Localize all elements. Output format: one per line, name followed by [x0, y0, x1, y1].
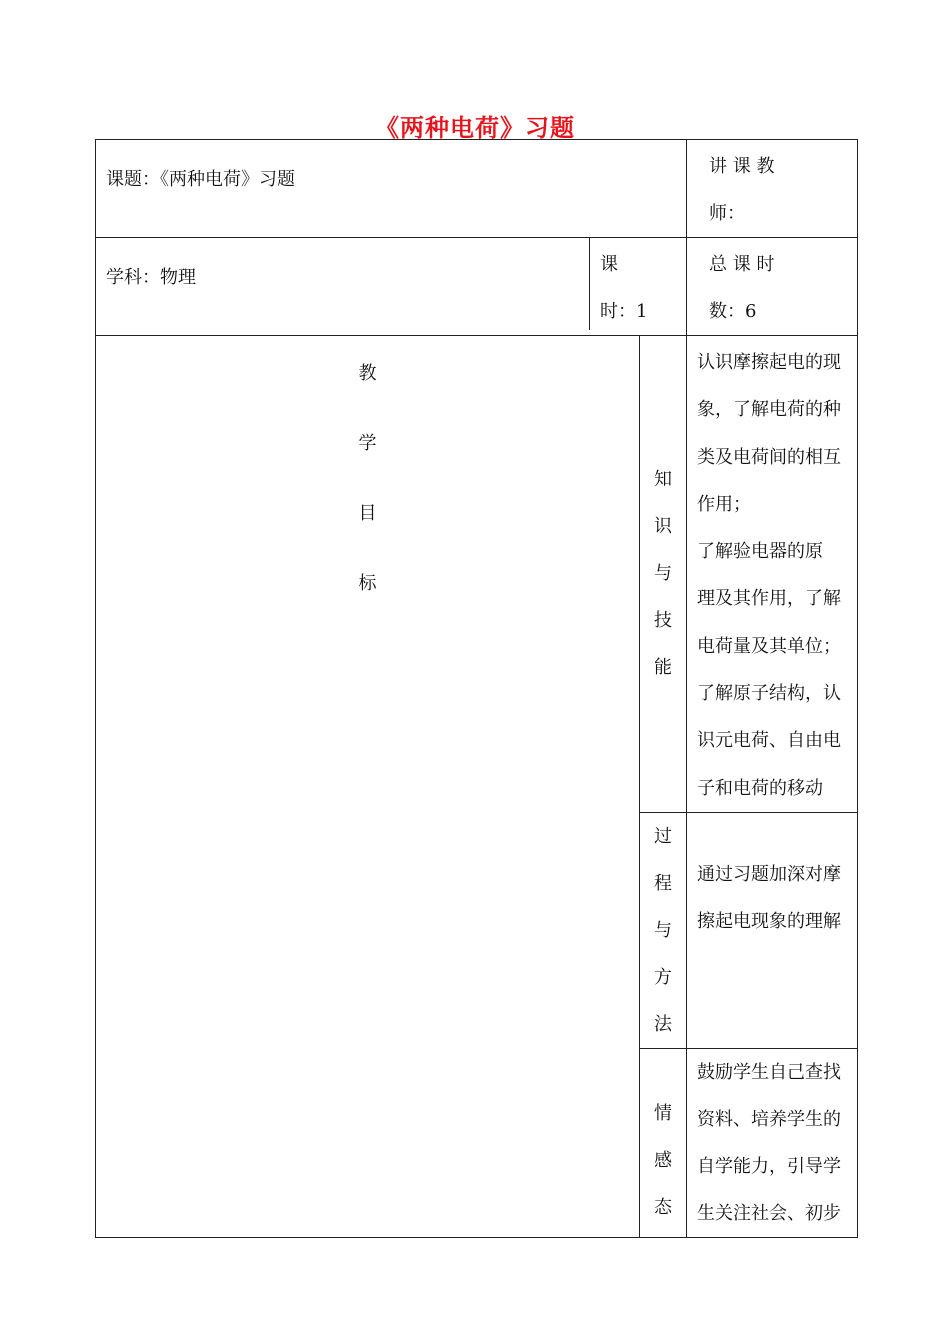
- section-name-cell: [640, 336, 687, 813]
- total-label-line: 数：6: [709, 301, 757, 322]
- content-line: 自学能力，引导学: [697, 1155, 841, 1177]
- lesson-hours: [589, 238, 686, 330]
- content-line: 鼓励学生自己查找: [697, 1061, 841, 1083]
- teacher-label-line: 师：: [709, 203, 745, 224]
- goals-heading-cell: [96, 336, 640, 1238]
- section-name-char: 程: [654, 872, 672, 894]
- content-line: 理及其作用，了解: [697, 588, 841, 610]
- content-line: 了解验电器的原: [697, 541, 823, 563]
- section-name-char: 方: [654, 966, 672, 988]
- content-line: 子和电荷的移动: [697, 777, 823, 799]
- table-row: [96, 140, 858, 238]
- section-name-char: 情: [654, 1102, 672, 1124]
- content-line: 认识摩擦起电的现: [697, 352, 841, 373]
- goals-heading-char: 教: [358, 363, 377, 384]
- section-name-char: 感: [654, 1149, 672, 1171]
- content-line: 电荷量及其单位；: [697, 635, 841, 657]
- section-content-cell: [687, 812, 858, 1048]
- topic-cell: [96, 140, 687, 238]
- goals-heading-char: 目: [358, 503, 377, 524]
- subject-label: 学科：物理: [106, 267, 196, 288]
- table-row: [96, 336, 858, 813]
- section-name-cell: [640, 1048, 687, 1237]
- content-line: 识元电荷、自由电: [697, 730, 841, 752]
- table-row: [96, 238, 858, 336]
- content-line: 擦起电现象的理解: [697, 910, 841, 932]
- section-name-char: 过: [654, 825, 672, 847]
- section-name-char: 技: [654, 610, 672, 632]
- content-line: 象，了解电荷的种: [697, 399, 841, 421]
- content-line: 了解原子结构，认: [697, 683, 841, 705]
- page-title: 《两种电荷》习题: [375, 113, 575, 142]
- content-line: 资料、培养学生的: [697, 1108, 841, 1130]
- teacher-cell: [687, 140, 858, 238]
- section-name-char: 与: [654, 563, 672, 585]
- section-name-char: 态: [654, 1196, 672, 1218]
- section-content-cell: [687, 1048, 858, 1237]
- content-line: 生关注社会、初步: [697, 1202, 841, 1224]
- section-name-char: 知: [654, 469, 672, 491]
- content-line: 作用；: [697, 493, 751, 515]
- goals-heading-char: 学: [358, 433, 377, 454]
- lesson-plan-table: [95, 139, 858, 1238]
- subject-lesson-cell: [96, 238, 687, 336]
- content-line: 类及电荷间的相互: [697, 446, 841, 468]
- section-name-char: 能: [654, 657, 672, 679]
- section-content-cell: [687, 336, 858, 813]
- teacher-label-line: 讲 课 教: [709, 156, 775, 177]
- section-name-char: 识: [654, 516, 672, 538]
- total-label-line: 总 课 时: [709, 254, 775, 275]
- goals-heading-char: 标: [358, 573, 377, 594]
- section-name-cell: [640, 812, 687, 1048]
- total-hours-cell: [687, 238, 858, 336]
- lesson-label-line: 课: [600, 254, 618, 275]
- lesson-label-line: 时：1: [600, 301, 648, 322]
- topic-label: 课题：《两种电荷》习题: [106, 169, 295, 190]
- section-name-char: 与: [654, 919, 672, 941]
- content-line: 通过习题加深对摩: [697, 863, 841, 885]
- section-name-char: 法: [654, 1013, 672, 1035]
